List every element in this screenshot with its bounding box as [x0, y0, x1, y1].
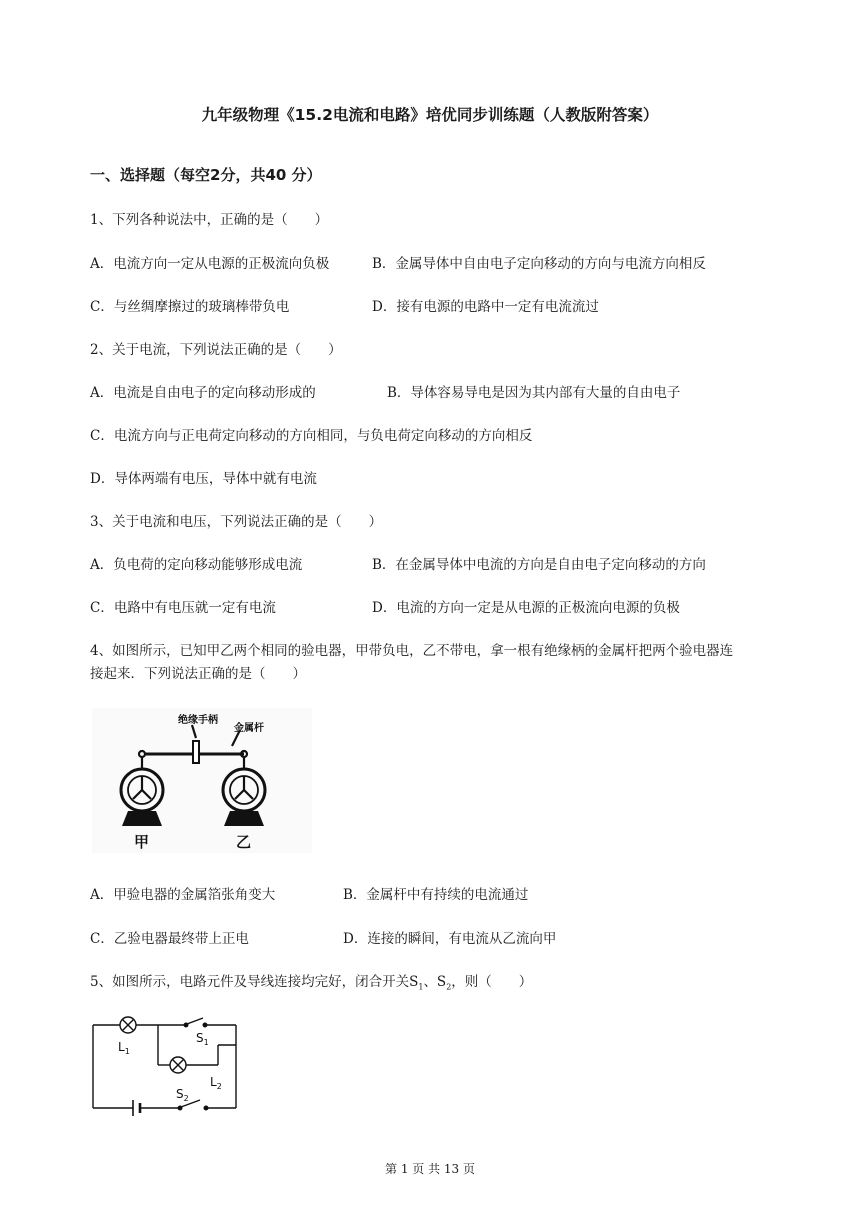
question-3-option-d: D．电流的方向一定是从电源的正极流向电源的负极: [372, 600, 680, 616]
question-5-stem: 5、如图所示，电路元件及导线连接均完好，闭合开关$S_1$、$S_2$，则（ ）: [90, 974, 533, 992]
question-1-option-a: A．电流方向一定从电源的正极流向负极: [90, 256, 330, 272]
question-2-stem: 2、关于电流，下列说法正确的是（ ）: [90, 342, 342, 358]
label-L1: $L_1$: [118, 1040, 130, 1056]
label-S2: $S_2$: [176, 1087, 189, 1103]
question-4-option-c: C．乙验电器最终带上正电: [90, 931, 249, 947]
question-4-option-b: B．金属杆中有持续的电流通过: [343, 887, 529, 903]
circuit-figure: [88, 1010, 243, 1120]
question-3-stem: 3、关于电流和电压，下列说法正确的是（ ）: [90, 514, 383, 530]
page-footer: 第 1 页 共 13 页: [385, 1162, 475, 1176]
question-4-stem-line2: 接起来．下列说法正确的是（ ）: [90, 666, 306, 682]
label-S1: $S_1$: [196, 1031, 209, 1047]
page-title: 九年级物理《15.2电流和电路》培优同步训练题（人教版附答案）: [201, 106, 659, 124]
section-heading: 一、选择题（每空2分，共40 分）: [90, 166, 322, 184]
question-1-stem: 1、下列各种说法中，正确的是（ ）: [90, 212, 329, 228]
question-4-stem-line1: 4、如图所示，已知甲乙两个相同的验电器，甲带负电，乙不带电，拿一根有绝缘柄的金属杆把两个验电器连: [90, 643, 734, 659]
question-4-option-d: D．连接的瞬间，有电流从乙流向甲: [343, 931, 557, 947]
question-2-option-d: D．导体两端有电压，导体中就有电流: [90, 471, 317, 487]
label-L2: $L_2$: [210, 1075, 222, 1091]
label-insulating-handle: 绝缘手柄: [178, 715, 218, 726]
question-3-option-b: B．在金属导体中电流的方向是自由电子定向移动的方向: [372, 557, 706, 573]
question-1-option-d: D．接有电源的电路中一定有电流流过: [372, 299, 599, 315]
label-metal-rod: 金属杆: [234, 723, 264, 734]
question-2-option-c: C．电流方向与正电荷定向移动的方向相同，与负电荷定向移动的方向相反: [90, 428, 533, 444]
electroscope-figure: [92, 708, 312, 853]
question-2-option-a: A．电流是自由电子的定向移动形成的: [90, 385, 316, 401]
question-3-option-a: A．负电荷的定向移动能够形成电流: [90, 557, 303, 573]
question-4-option-a: A．甲验电器的金属箔张角变大: [90, 887, 276, 903]
question-3-option-c: C．电路中有电压就一定有电流: [90, 600, 276, 616]
label-jia: 甲: [134, 833, 150, 851]
question-1-option-b: B．金属导体中自由电子定向移动的方向与电流方向相反: [372, 256, 706, 272]
label-yi: 乙: [236, 833, 252, 851]
question-1-option-c: C．与丝绸摩擦过的玻璃棒带负电: [90, 299, 290, 315]
question-2-option-b: B．导体容易导电是因为其内部有大量的自由电子: [387, 385, 681, 401]
